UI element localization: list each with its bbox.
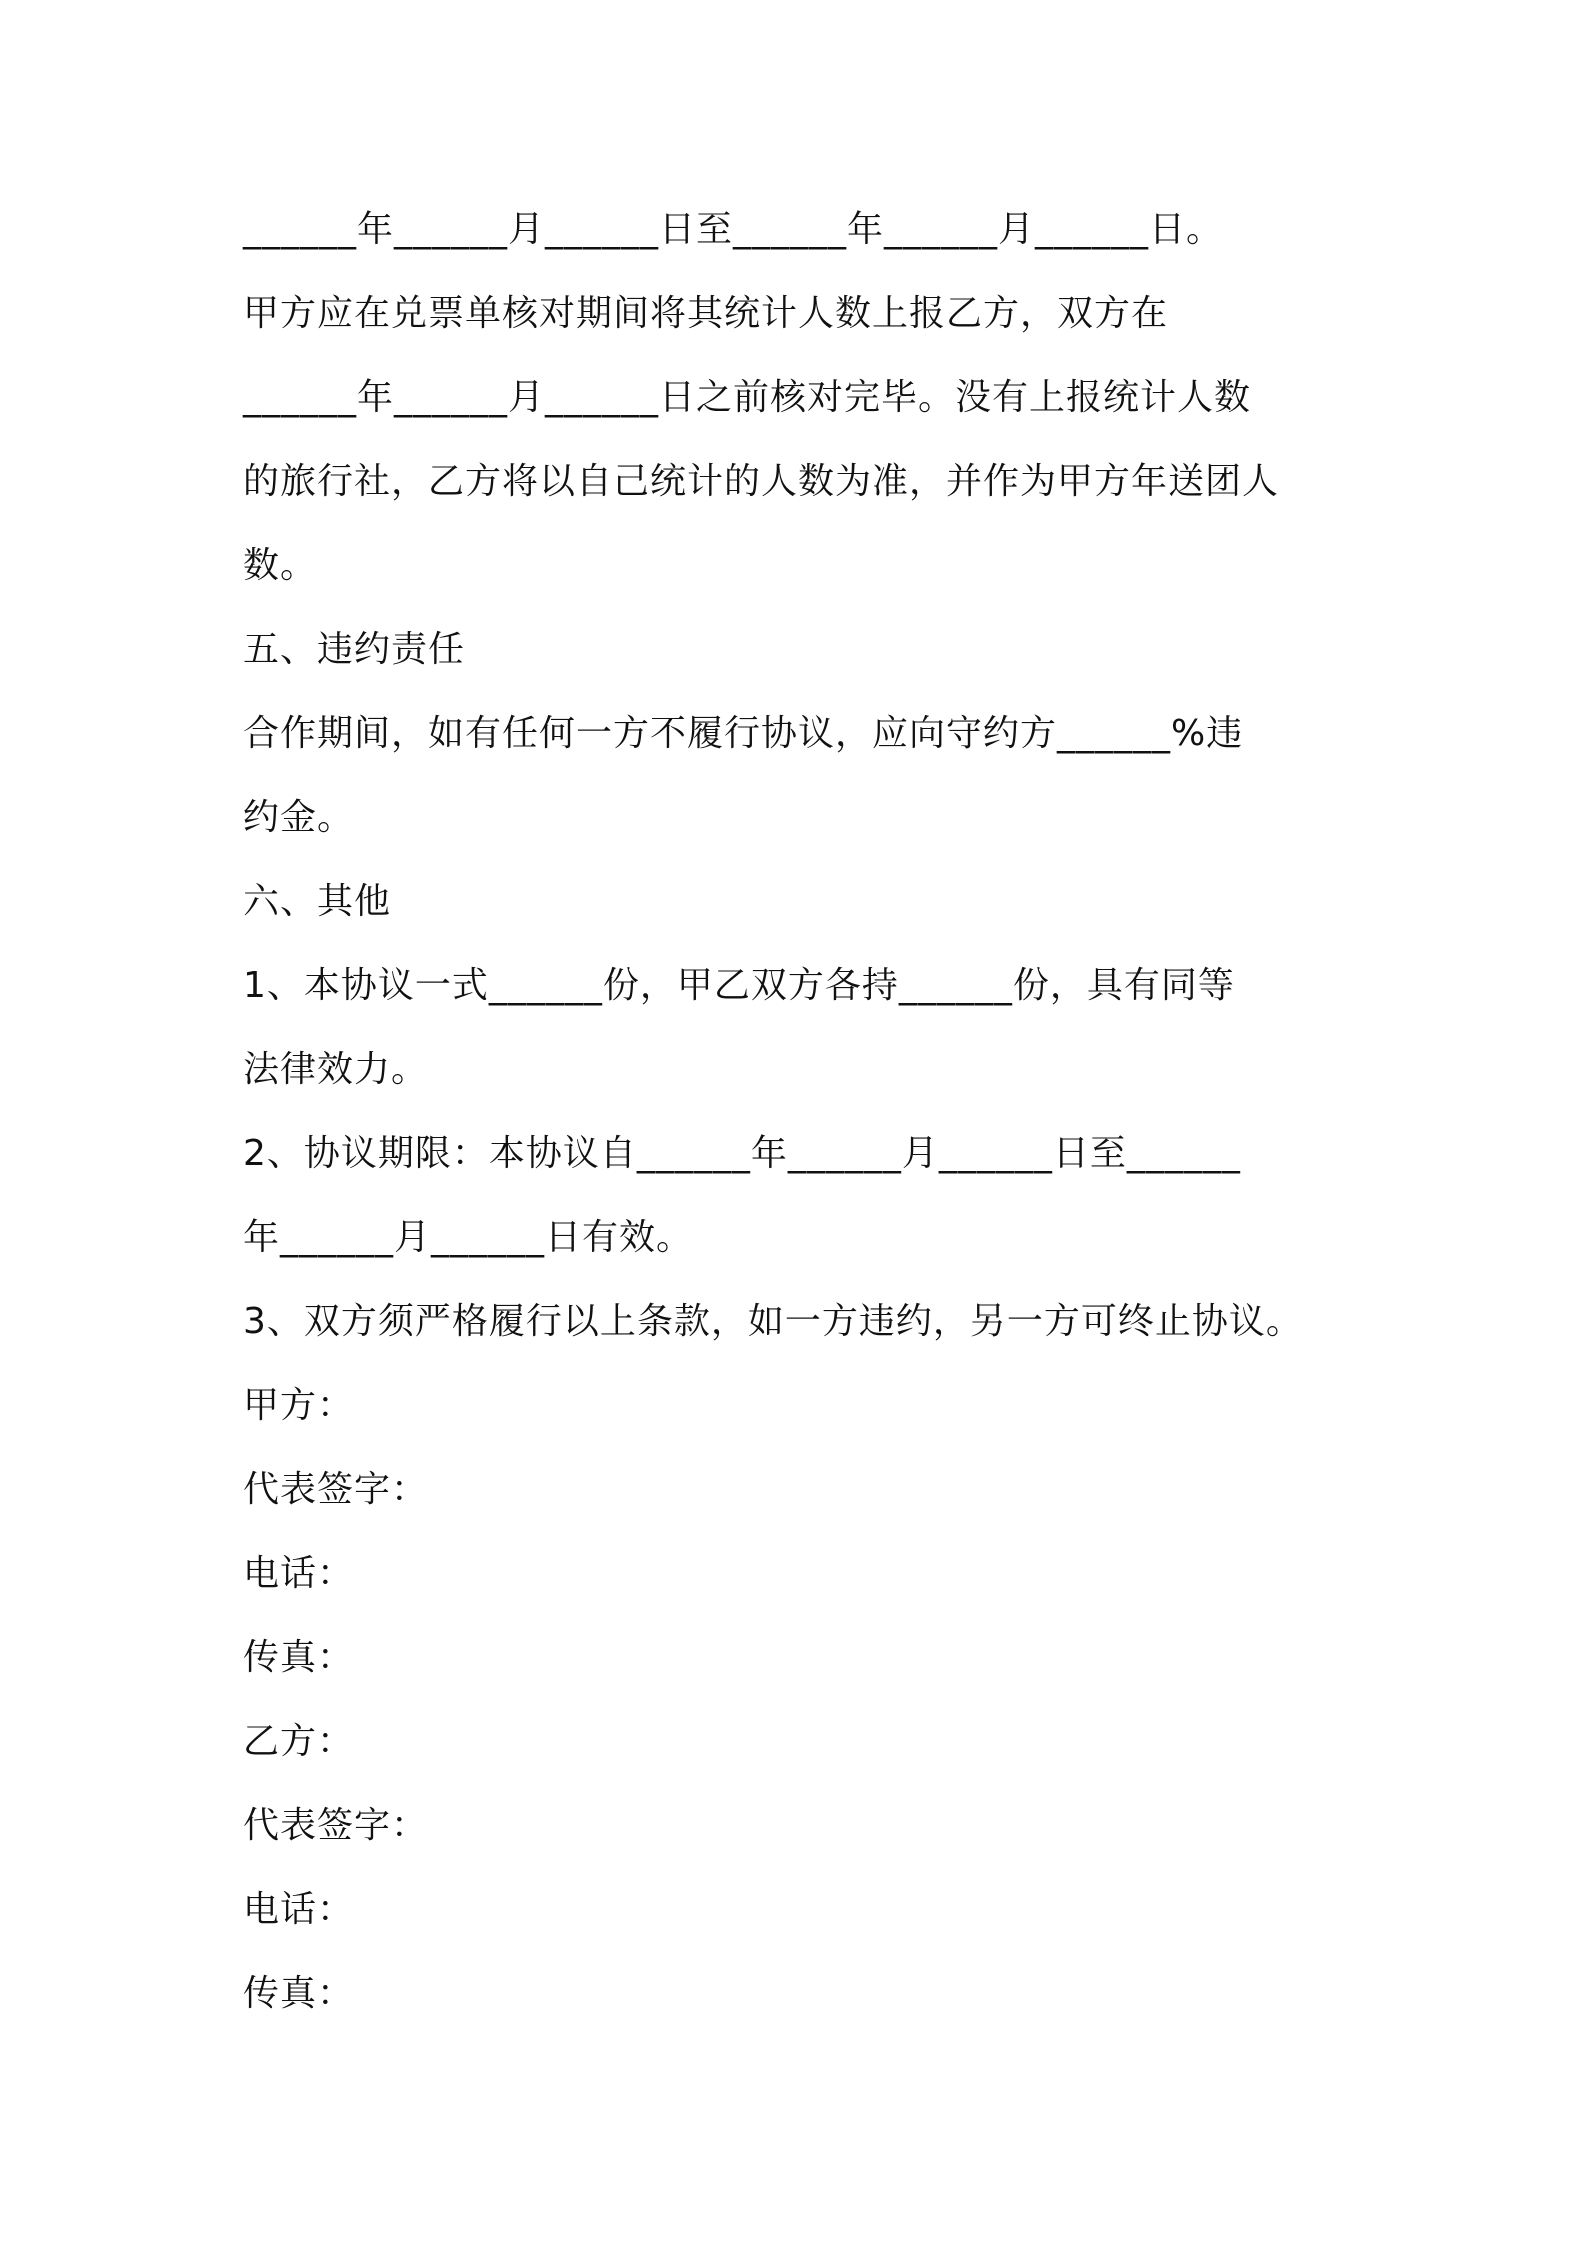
verification-deadline-line: ______年______月______日之前核对完毕。没有上报统计人数 bbox=[243, 377, 1252, 418]
party-a-signature-label: 代表签字： bbox=[243, 1469, 429, 1510]
term-clause-line: 2、协议期限：本协议自______年______月______日至______ bbox=[243, 1133, 1241, 1174]
party-a-label: 甲方： bbox=[243, 1385, 355, 1426]
report-clause-line: 甲方应在兑票单核对期间将其统计人数上报乙方，双方在 bbox=[243, 293, 1169, 334]
party-b-fax-label: 传真： bbox=[243, 1973, 355, 2014]
party-b-phone-label: 电话： bbox=[243, 1889, 355, 1930]
party-a-phone-label: 电话： bbox=[243, 1553, 355, 1594]
party-a-fax-label: 传真： bbox=[243, 1637, 355, 1678]
travel-agency-clause-line: 的旅行社，乙方将以自己统计的人数为准，并作为甲方年送团人 bbox=[243, 461, 1280, 502]
penalty-clause-end: 约金。 bbox=[243, 797, 355, 838]
legal-effect-line: 法律效力。 bbox=[243, 1049, 429, 1090]
date-range-line: ______年______月______日至______年______月______日。 bbox=[243, 209, 1223, 250]
count-line: 数。 bbox=[243, 545, 318, 586]
section-heading-liability: 五、违约责任 bbox=[243, 629, 466, 670]
termination-clause-line: 3、双方须严格履行以上条款，如一方违约，另一方可终止协议。 bbox=[243, 1301, 1303, 1342]
term-end-line: 年______月______日有效。 bbox=[243, 1217, 694, 1258]
penalty-clause-line: 合作期间，如有任何一方不履行协议，应向守约方______%违 bbox=[243, 713, 1244, 754]
party-b-signature-label: 代表签字： bbox=[243, 1805, 429, 1846]
party-b-label: 乙方： bbox=[243, 1721, 355, 1762]
section-heading-other: 六、其他 bbox=[243, 881, 392, 922]
copies-clause-line: 1、本协议一式______份，甲乙双方各持______份，具有同等 bbox=[243, 965, 1235, 1006]
